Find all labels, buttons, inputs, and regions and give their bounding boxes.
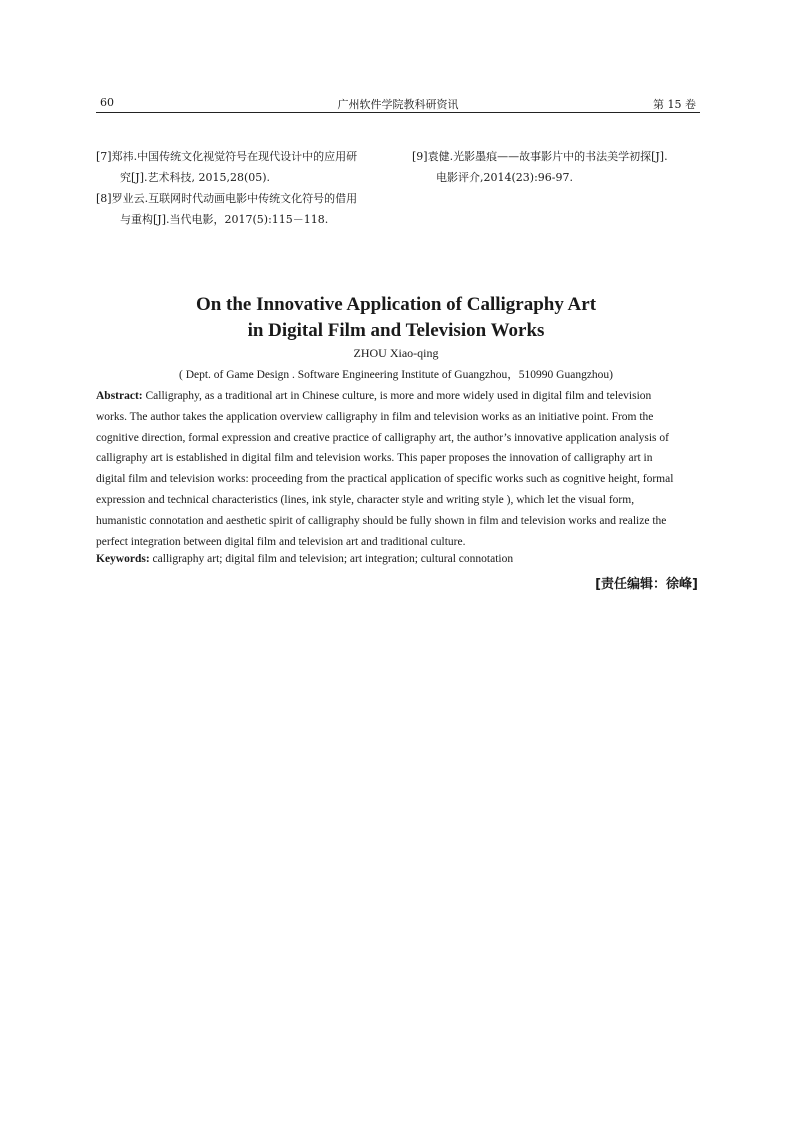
reference-text-cont: 究[J].艺术科技, 2015,28(05). (120, 171, 271, 184)
editor-note: [责任编辑：徐峰] (595, 577, 698, 592)
keywords-text: calligraphy art; digital film and television; art integration; cultural connotation (152, 553, 514, 565)
keywords-label: Keywords: (96, 553, 150, 565)
running-header (96, 94, 700, 114)
references-right-column (412, 146, 702, 188)
title-line: in Digital Film and Television Works (247, 320, 545, 341)
author-name: ZHOU Xiao-qing (353, 346, 439, 360)
reference-text-cont: 电影评介,2014(23):96-97. (436, 171, 573, 184)
reference-item (412, 146, 702, 188)
abstract-text: Calligraphy, as a traditional art in Chinese culture, is more and more widely used in digital film and television (145, 390, 652, 402)
abstract-line: expression and technical characteristics (lines, ink style, character style and writing style ), which let the visual form, (96, 493, 635, 506)
title-line: On the Innovative Application of Calligraphy Art (195, 294, 597, 315)
header-rule (96, 112, 700, 113)
abstract-line: digital film and television works: proceeding from the practical application of specific works such as cognitive height, formal (96, 473, 674, 486)
reference-item (96, 188, 396, 230)
page-number: 60 (100, 96, 114, 109)
journal-name: 广州软件学院教科研资讯 (337, 98, 459, 111)
references-left-column (96, 146, 396, 230)
abstract-line: humanistic connotation and aesthetic spirit of calligraphy should be fully shown in film and television works and realize the (96, 514, 667, 527)
affiliation: ( Dept. of Game Design . Software Engineering Institute of Guangzhou，510990 Guangzhou) (178, 369, 614, 381)
reference-text-cont: 与重构[J].当代电影，2017(5):115－118. (120, 213, 329, 226)
paper-title (96, 292, 696, 344)
volume-label: 第 15 卷 (653, 98, 696, 111)
abstract (96, 386, 700, 552)
abstract-line (96, 386, 700, 407)
abstract-line: perfect integration between digital film and television art and traditional culture. (96, 535, 466, 548)
abstract-label: Abstract: (96, 390, 143, 402)
reference-item (96, 146, 396, 188)
abstract-line: works. The author takes the application overview calligraphy in film and television works as an initiative point. From the (96, 410, 654, 423)
abstract-line: calligraphy art is established in digital film and television works. This paper proposes the innovation of calligraphy art in (96, 452, 653, 465)
abstract-line: cognitive direction, formal expression and creative practice of calligraphy art, the author’s innovative application analysis of (96, 431, 669, 444)
keywords (96, 553, 700, 565)
reference-text: [9]袁健.光影墨痕——故事影片中的书法美学初探[J]. (412, 150, 668, 163)
reference-text: [8]罗业云.互联网时代动画电影中传统文化符号的借用 (96, 192, 358, 205)
reference-text: [7]郑祎.中国传统文化视觉符号在现代设计中的应用研 (96, 150, 358, 163)
